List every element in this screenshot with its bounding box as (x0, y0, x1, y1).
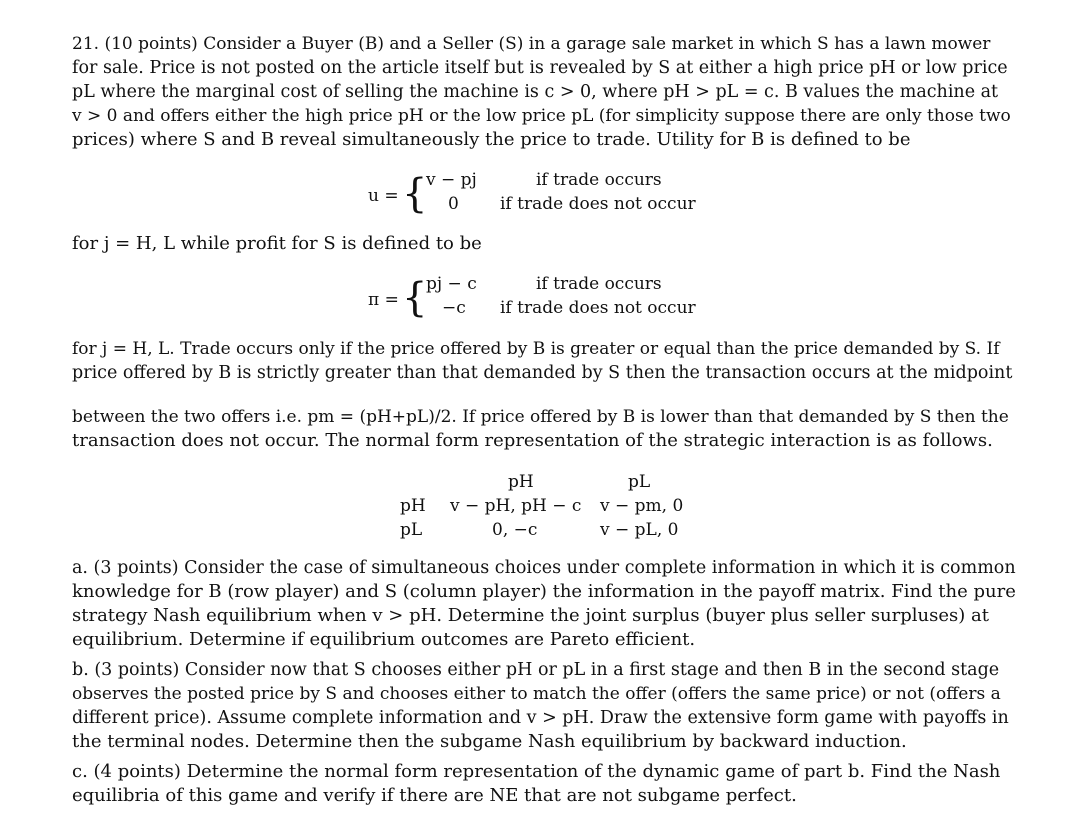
equation-lhs: u = (368, 186, 399, 206)
matrix-cell: v − pH, pH − c (450, 496, 582, 516)
case-value: v − pj (426, 170, 477, 190)
text-line: b. (3 points) Consider now that S chooses either pH or pL in a first stage and then B in the second stage (72, 660, 1000, 680)
text-line: observes the posted price by S and chooses either to match the offer (offers the same price) or not (offers a (72, 684, 1001, 704)
case-value: 0 (448, 194, 459, 214)
matrix-cell: 0, −c (492, 520, 538, 540)
column-header: pH (508, 472, 534, 492)
text-line: between the two offers i.e. pm = (pH+pL)/2. If price offered by B is lower than that demanded by S then the (72, 407, 1009, 427)
profit-intro (72, 232, 1016, 256)
part-c (72, 760, 1016, 808)
text-line: different price). Assume complete information and v > pH. Draw the extensive form game with payoffs in (72, 708, 1009, 728)
text-line: equilibrium. Determine if equilibrium outcomes are Pareto efficient. (72, 629, 696, 650)
text-line: for j = H, L while profit for S is defined to be (72, 233, 482, 254)
row-header: pL (400, 520, 423, 540)
text-line: 21. (10 points) Consider a Buyer (B) and a Seller (S) in a garage sale market in which S has a lawn mower (72, 34, 991, 54)
brace: { (402, 171, 428, 217)
text-line: price offered by B is strictly greater than that demanded by S then the transaction occurs at the midpoint (72, 363, 1013, 383)
text-line: strategy Nash equilibrium when v > pH. Determine the joint surplus (buyer plus seller surpluses) at (72, 605, 989, 626)
text-line: equilibria of this game and verify if there are NE that are not subgame perfect. (72, 785, 797, 806)
equation-lhs: π = (368, 290, 399, 310)
matrix-cell: v − pm, 0 (600, 496, 684, 516)
profit-equation (368, 272, 708, 328)
payoff-matrix (400, 472, 700, 544)
column-header: pL (628, 472, 651, 492)
case-condition: if trade occurs (536, 170, 662, 190)
text-line: for sale. Price is not posted on the article itself but is revealed by S at either a high price pH or low price (72, 58, 1008, 78)
text-line: c. (4 points) Determine the normal form representation of the dynamic game of part b. Find the Nash (72, 761, 1001, 782)
utility-equation (368, 168, 708, 224)
text-line: the terminal nodes. Determine then the subgame Nash equilibrium by backward induction. (72, 731, 907, 752)
text-line: v > 0 and offers either the high price pH or the low price pL (for simplicity suppose there are only those two (72, 106, 1011, 126)
text-line: transaction does not occur. The normal form representation of the strategic interaction is as follows. (72, 430, 993, 451)
text-line: pL where the marginal cost of selling the machine is c > 0, where pH > pL = c. B values the machine at (72, 82, 999, 102)
trade-rules (72, 337, 1016, 385)
case-condition: if trade occurs (536, 274, 662, 294)
midpoint-rule (72, 405, 1016, 453)
row-header: pH (400, 496, 426, 516)
brace: { (402, 275, 428, 321)
case-value: pj − c (426, 274, 477, 294)
text-line: knowledge for B (row player) and S (column player) the information in the payoff matrix. Find the pure (72, 581, 1016, 602)
text-line: a. (3 points) Consider the case of simultaneous choices under complete information in which it is common (72, 558, 1016, 578)
case-condition: if trade does not occur (500, 298, 696, 318)
text-line: prices) where S and B reveal simultaneously the price to trade. Utility for B is defined to be (72, 129, 911, 150)
text-line: for j = H, L. Trade occurs only if the price offered by B is greater or equal than the price demanded by S. If (72, 339, 1000, 359)
matrix-cell: v − pL, 0 (600, 520, 679, 540)
case-condition: if trade does not occur (500, 194, 696, 214)
problem-statement (72, 32, 1016, 152)
part-b (72, 658, 1016, 754)
case-value: −c (442, 298, 466, 318)
part-a (72, 556, 1016, 652)
